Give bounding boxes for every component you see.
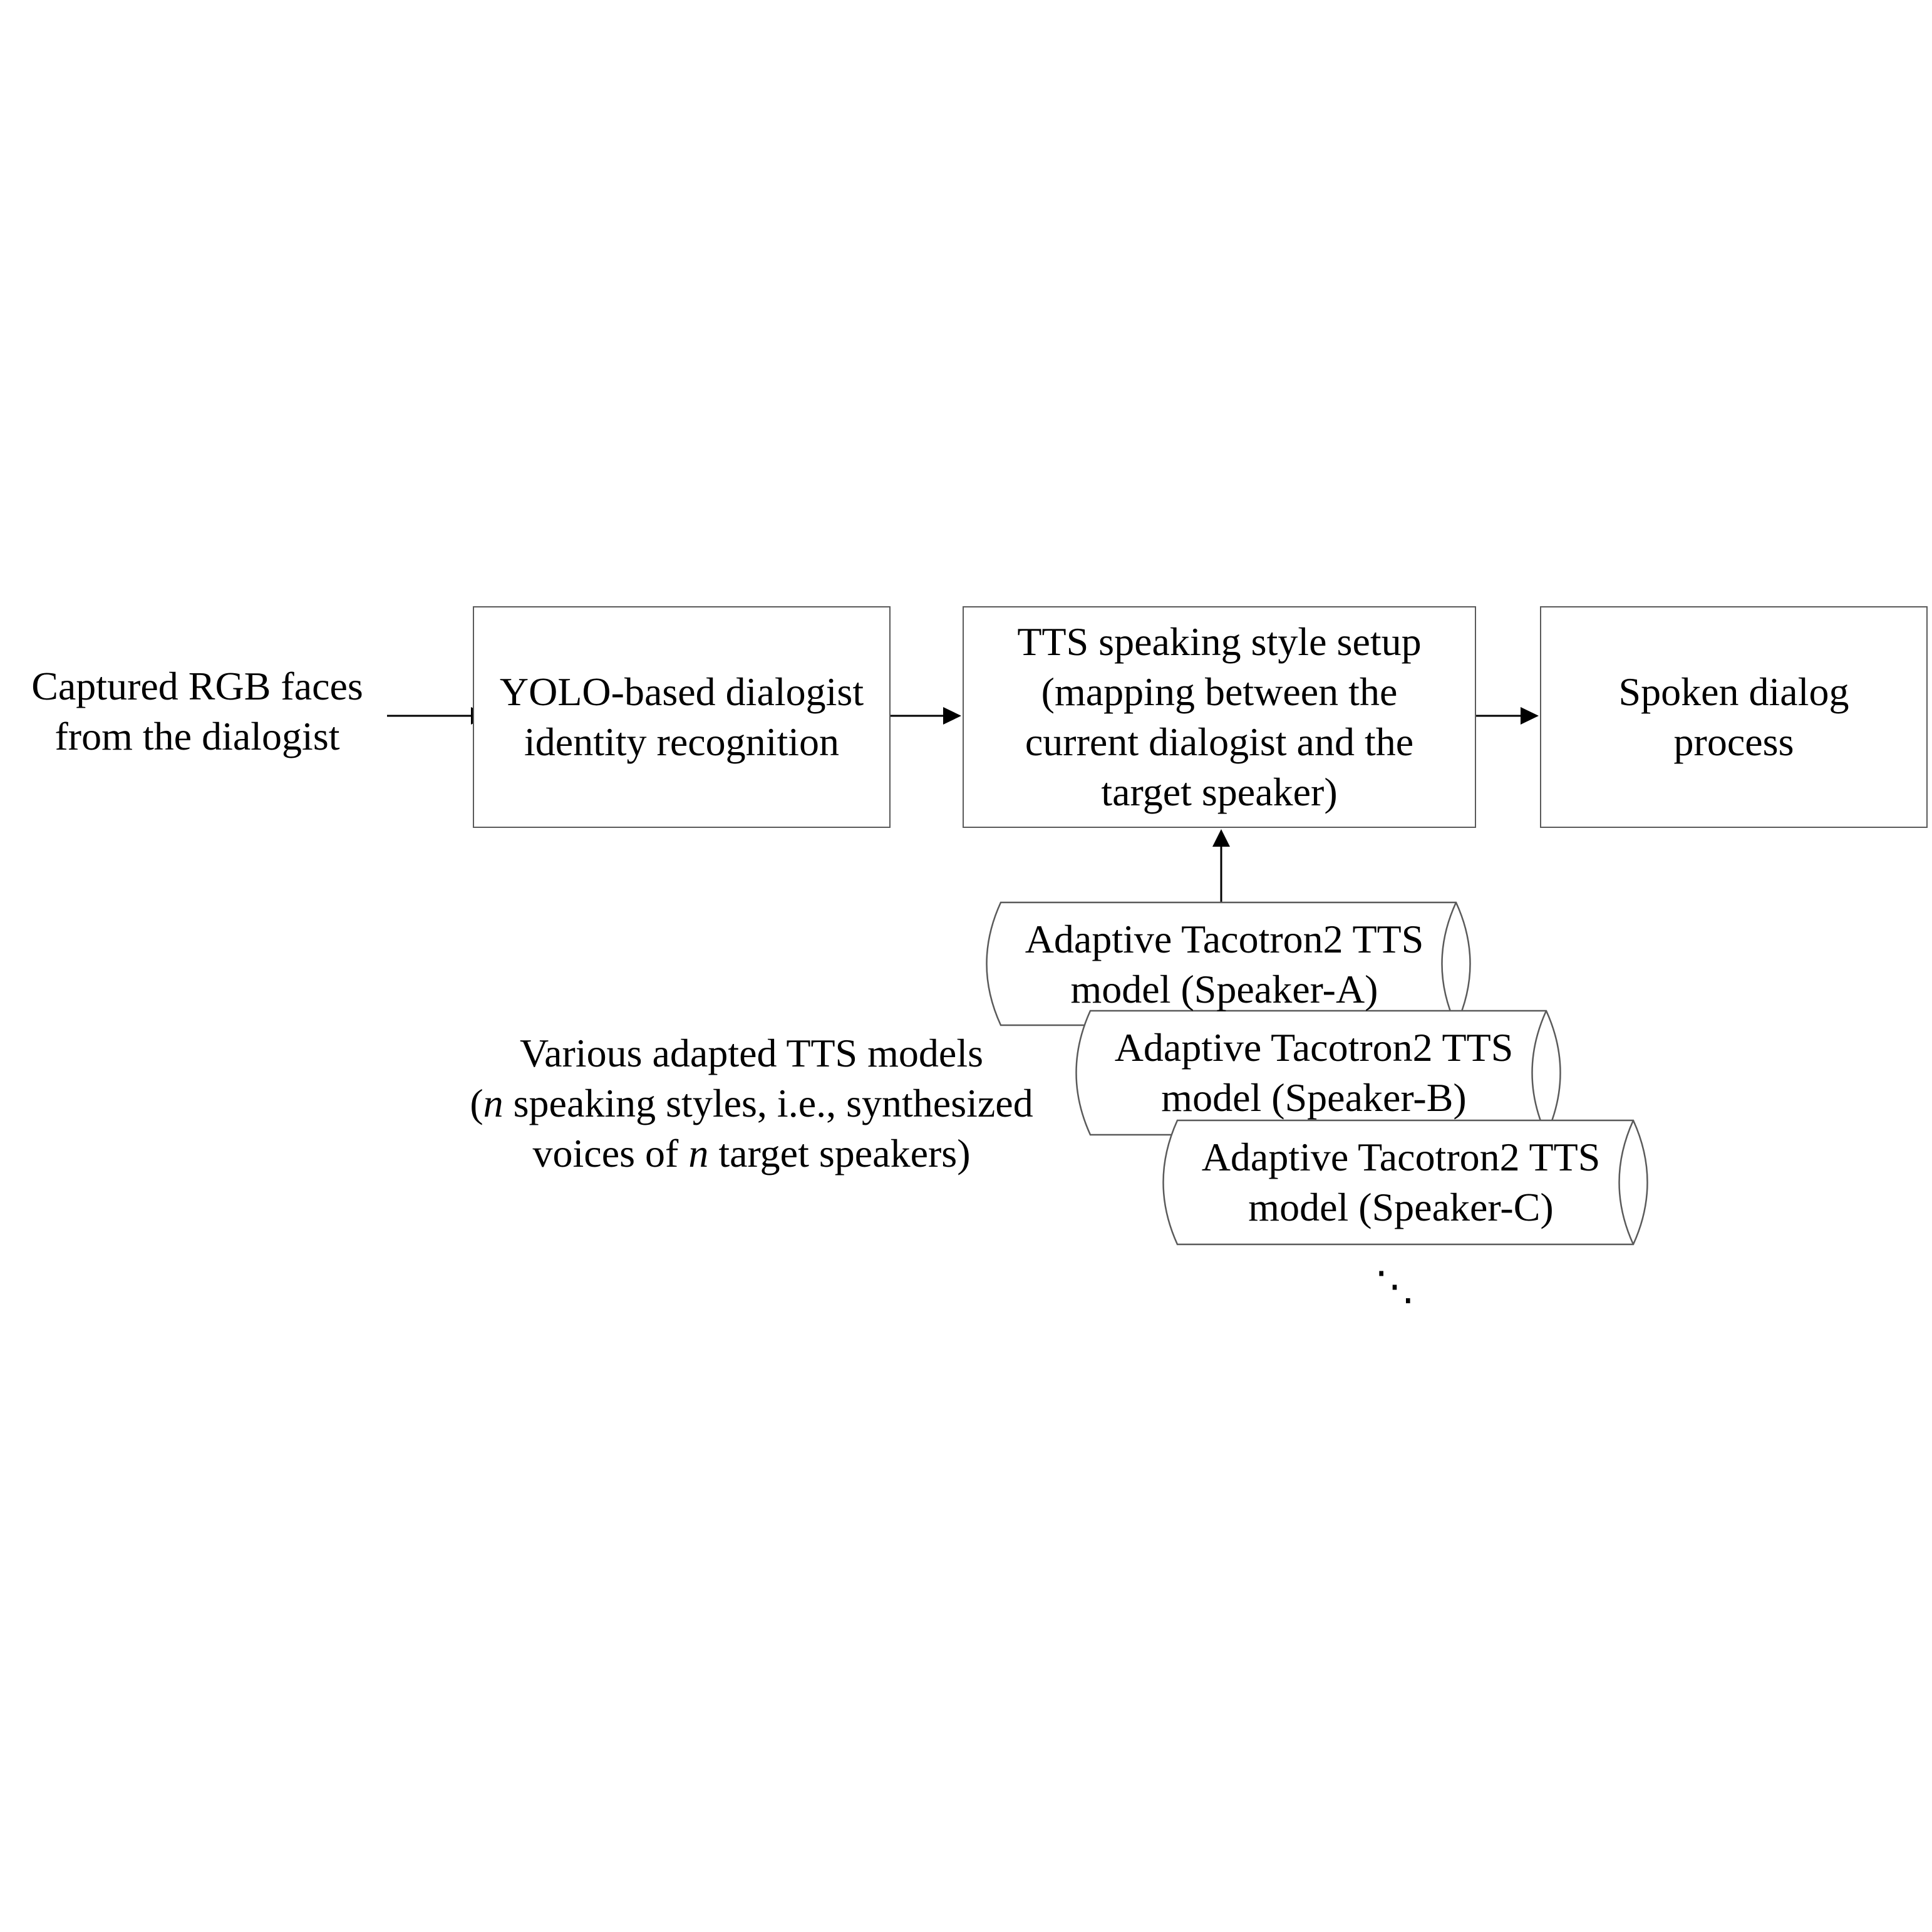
arrow-yolo-to-tts-setup — [889, 707, 961, 725]
model-a-line-1: Adaptive Tacotron2 TTS — [1025, 917, 1424, 961]
model-c-label — [1172, 1132, 1630, 1232]
yolo-box-line-1: YOLO-based dialogist — [499, 669, 864, 714]
models-caption — [451, 1028, 1052, 1179]
yolo-box-line-2: identity recognition — [524, 720, 839, 764]
arrow-models-to-tts-setup — [1212, 829, 1230, 903]
models-caption-line-3-post: target speakers) — [708, 1131, 971, 1175]
models-caption-line-3 — [451, 1129, 1052, 1179]
model-c-line-1: Adaptive Tacotron2 TTS — [1201, 1135, 1601, 1179]
models-caption-open-paren: ( — [470, 1081, 483, 1125]
model-a-label — [996, 914, 1453, 1015]
more-models-ellipsis: ⋱ — [1375, 1264, 1415, 1308]
model-c-line-2: model (Speaker-C) — [1248, 1185, 1554, 1229]
spoken-box-line-1: Spoken dialog — [1618, 669, 1849, 714]
input-text — [13, 661, 382, 762]
yolo-recognition-box — [473, 606, 891, 828]
model-b-label — [1085, 1023, 1542, 1123]
input-text-line-1: Captured RGB faces — [31, 664, 363, 708]
model-b-line-1: Adaptive Tacotron2 TTS — [1114, 1025, 1514, 1070]
tts-setup-line-3: current dialogist and the — [1025, 720, 1414, 764]
tts-style-setup-box — [963, 606, 1476, 828]
input-text-line-2: from the dialogist — [54, 714, 340, 758]
models-caption-line-3-pre: voices of — [532, 1131, 689, 1175]
spoken-box-line-2: process — [1673, 720, 1794, 764]
models-caption-n-2: n — [688, 1131, 709, 1175]
tts-setup-line-1: TTS speaking style setup — [1017, 619, 1422, 664]
models-caption-n-1: n — [483, 1081, 504, 1125]
models-caption-line-2 — [451, 1078, 1052, 1129]
model-b-line-2: model (Speaker-B) — [1161, 1075, 1467, 1120]
spoken-dialog-box — [1540, 606, 1928, 828]
arrow-tts-setup-to-spoken — [1474, 707, 1539, 725]
models-caption-line-2-rest: speaking styles, i.e., synthesized — [503, 1081, 1033, 1125]
tts-setup-line-2: (mapping between the — [1041, 669, 1398, 714]
tts-setup-line-4: target speaker) — [1101, 770, 1338, 814]
models-caption-line-1: Various adapted TTS models — [519, 1031, 984, 1075]
model-a-line-2: model (Speaker-A) — [1070, 967, 1378, 1011]
